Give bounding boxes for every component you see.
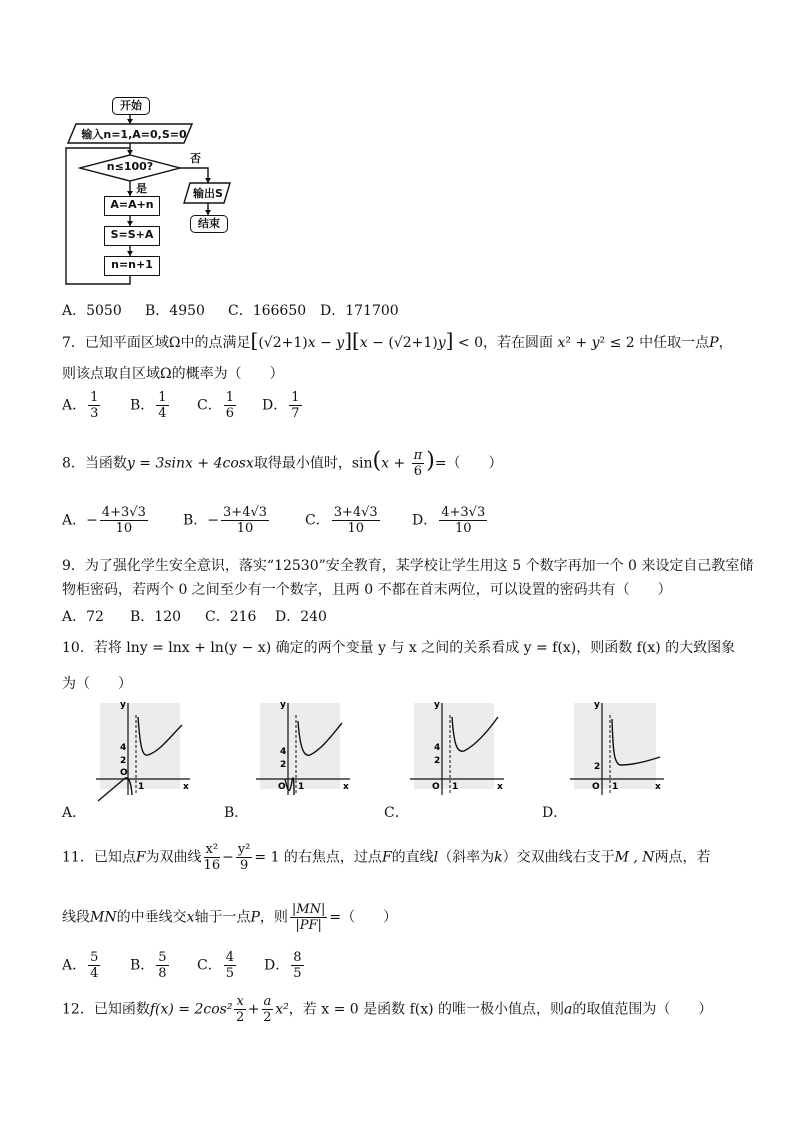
q8-option-a: A．− $\frac{4+3√3}{10}$ (62, 505, 146, 536)
q6-option-a: A．5050 (62, 303, 122, 319)
graph-b-origin: O (278, 782, 286, 792)
graph-c-tick-2: 2 (434, 756, 441, 766)
q10-option-c: C． (384, 805, 409, 821)
q7-option-c: C． $\frac{1}{6}$ (197, 390, 234, 421)
flowchart-start: 开始 (112, 97, 150, 115)
q9-line1: 9．为了强化学生安全意识，落实“12530”安全教育，某学校让学生用这 5 个数字再加一个 0 来设定自己教室储 (62, 558, 754, 574)
graph-d-y-label: y (594, 700, 600, 710)
q11-option-d: D． $\frac{8}{5}$ (264, 950, 302, 981)
graph-d-tick-1: 1 (612, 782, 619, 792)
q9-option-b: B．120 (130, 609, 182, 625)
q7-line2: 则该点取自区域Ω的概率为（ ） (62, 366, 284, 382)
graph-d-origin: O (592, 782, 600, 792)
q6-option-d: D．171700 (320, 303, 399, 319)
graph-a-origin: O (120, 768, 128, 778)
q11-option-a: A． $\frac{5}{4}$ (62, 950, 99, 981)
q10-option-a: A． (62, 805, 87, 821)
flowchart-step-s: S=S+A (104, 226, 160, 246)
graph-c-tick-1: 1 (452, 782, 459, 792)
q8-option-c: C． $\frac{3+4√3}{10}$ (305, 505, 378, 536)
q8-option-d: D． $\frac{4+3√3}{10}$ (412, 505, 486, 536)
q7-option-d: D． $\frac{1}{7}$ (262, 390, 300, 421)
flowchart-yes-label: 是 (136, 182, 147, 195)
graph-c-x-label: x (497, 782, 503, 792)
graph-c-y-label: y (434, 700, 440, 710)
graph-b-x-label: x (343, 782, 349, 792)
graph-c (410, 700, 504, 795)
flowchart-condition: n≤100? (106, 160, 154, 173)
flowchart-output: 输出S (193, 187, 223, 200)
q11-line1: 11．已知点F为双曲线 $\frac{\text{x²}}{16}$ − $\frac{\text{y²}}{9}$ = 1 的右焦点，过点F的直线l（斜率为k）交双曲线右支于M , N两点，若 (62, 842, 711, 873)
flowchart-input: 输入n=1,A=0,S=0 (81, 128, 187, 141)
q10-line1: 10．若将 lny = lnx + ln(y − x) 确定的两个变量 y 与 x 之间的关系看成 y = f(x)，则函数 f(x) 的大致图象 (62, 640, 736, 656)
q10-line2: 为（ ） (62, 676, 132, 692)
q10-option-b: B． (224, 805, 249, 821)
graph-a-tick-2: 2 (120, 756, 127, 766)
flowchart-no-label: 否 (190, 152, 201, 165)
graph-a-tick-1: 1 (138, 782, 145, 792)
graph-b-tick-1: 1 (298, 782, 305, 792)
graph-a-tick-4: 4 (120, 743, 127, 753)
q11-option-b: B． $\frac{5}{8}$ (130, 950, 167, 981)
q9-option-a: A．72 (62, 609, 104, 625)
q6-option-c: C．166650 (228, 303, 307, 319)
q9-option-c: C．216 (205, 609, 257, 625)
graph-d-tick-2: 2 (594, 762, 601, 772)
q8-option-b: B．− $\frac{3+4√3}{10}$ (183, 505, 268, 536)
q11-option-c: C． $\frac{4}{5}$ (197, 950, 234, 981)
q12-stem: 12．已知函数f(x) = 2cos² $\frac{x}{2}$ + $\frac{a}{2}$ x²，若 x = 0 是函数 f(x) 的唯一极小值点，则a的取值范围为（ ） (62, 994, 713, 1025)
q9-line2: 物柜密码，若两个 0 之间至少有一个数字，且两 0 不都在首末两位，可以设置的密码共有（ ） (62, 582, 672, 598)
flowchart-end: 结束 (190, 215, 228, 233)
graph-d (570, 700, 664, 795)
q10-graphs (0, 695, 794, 805)
q7-option-b: B． $\frac{1}{4}$ (130, 390, 167, 421)
q10-option-d: D． (542, 805, 568, 821)
flowchart-lines (0, 0, 260, 300)
graph-c-origin: O (432, 782, 440, 792)
q11-line2: 线段MN的中垂线交x轴于一点P，则 $\frac{|MN|}{|PF|}$ =（ ） (62, 902, 398, 933)
flowchart-step-a: A=A+n (104, 196, 160, 216)
graph-b-tick-2: 2 (280, 760, 287, 770)
q8-stem: 8．当函数y = 3sinx + 4cosx取得最小值时，sin(x + $\frac{\pi}{6}$ )=（ ） (62, 448, 503, 479)
graph-a (96, 700, 190, 801)
q6-option-b: B．4950 (145, 303, 205, 319)
graph-b (256, 700, 350, 795)
q7-line1: 7．已知平面区域Ω中的点满足[(√2+1)x − y][x − (√2+1)y] < 0，若在圆面 x² + y² ≤ 2 中任取一点P， (62, 328, 733, 352)
flowchart-step-n: n=n+1 (104, 256, 160, 276)
q7-option-a: A． $\frac{1}{3}$ (62, 390, 99, 421)
graph-a-x-label: x (183, 782, 189, 792)
graph-c-tick-4: 4 (434, 743, 441, 753)
q9-option-d: D．240 (275, 609, 327, 625)
graph-b-tick-4: 4 (280, 747, 287, 757)
graph-a-y-label: y (120, 700, 126, 710)
graph-d-x-label: x (655, 782, 661, 792)
graph-b-y-label: y (280, 700, 286, 710)
